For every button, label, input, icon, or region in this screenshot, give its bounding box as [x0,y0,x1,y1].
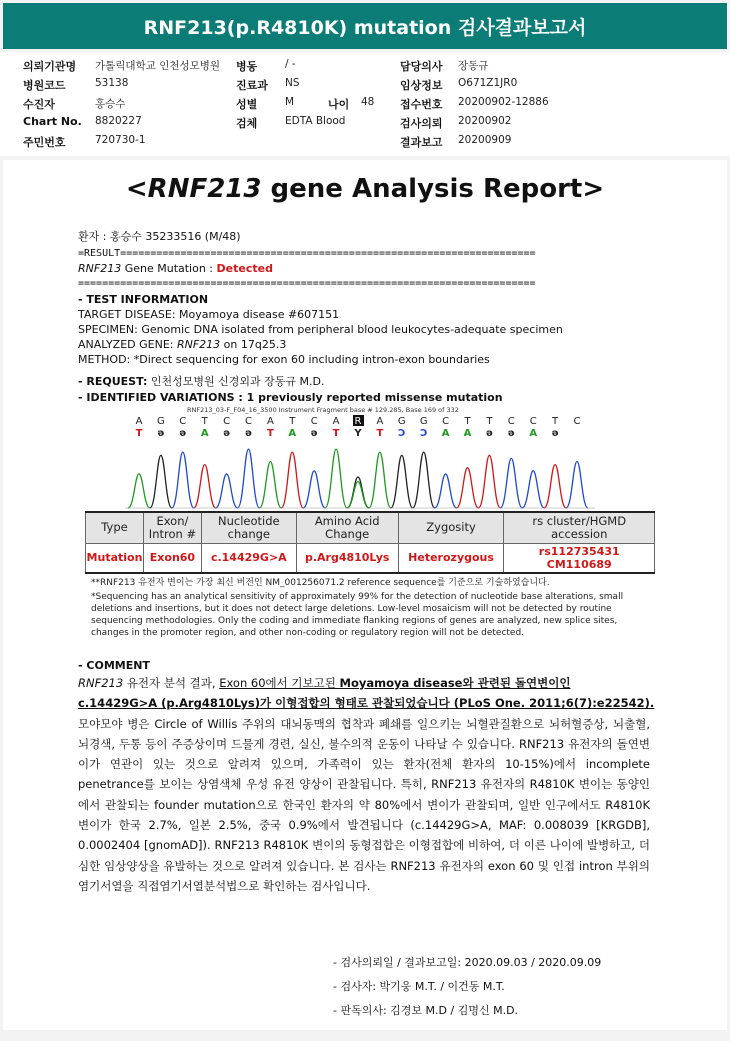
base-call: T [464,416,471,427]
age-label: 나이 [328,98,350,111]
report-date-label: 결과보고 [400,136,443,149]
base-call: A [332,416,340,427]
request-date-label: 검사의뢰 [400,117,443,130]
method-line: METHOD: *Direct sequencing for exon 60 including intron-exon boundaries [78,353,490,366]
chromatogram-peak [325,449,347,508]
chromatogram-peak [347,482,369,508]
report-page [3,160,727,1030]
chromatogram-peak [544,465,566,508]
base-call: T [289,416,296,427]
chromatogram-peak [566,462,588,509]
base-translation: ə [179,428,187,439]
specimen-line: SPECIMEN: Genomic DNA isolated from peripheral blood leukocytes-adequate specimen [78,323,563,336]
base-translation: ə [157,428,165,439]
comment-heading: - COMMENT [78,659,150,672]
patient-line: 환자 : 홍승수 35233516 (M/48) [78,230,241,243]
chromatogram-peak [128,474,150,508]
base-translation: A [529,428,538,439]
examiners-signature: - 검사자: 박기웅 M.T. / 이건동 M.T. [333,980,505,993]
base-call: T [486,416,493,427]
base-translation: Ͻ [398,428,406,439]
base-translation: A [441,428,450,439]
base-call: C [529,416,537,427]
amino-acid-header: Amino Acid Change [296,512,398,543]
test-info-heading: - TEST INFORMATION [78,293,209,306]
dates-signature: - 검사의뢰일 / 결과보고일: 2020.09.03 / 2020.09.09 [333,956,602,969]
base-call: C [573,416,581,427]
amino-acid-cell: p.Arg4810Lys [296,543,398,573]
patient-label: 수진자 [23,98,55,111]
nucleotide-cell: c.14429G>A [201,543,296,573]
base-call: C [507,416,515,427]
target-disease: TARGET DISEASE: Moyamoya disease #607151 [78,308,340,321]
mutation-status-line: RNF213 Gene Mutation : Detected [78,262,273,275]
sex-label: 성별 [236,98,258,111]
base-call: A [135,416,143,427]
analyzed-gene: ANALYZED GENE: RNF213 on 17q25.3 [78,338,287,351]
base-translation: ə [551,428,559,439]
base-call: G [397,416,406,427]
chromatogram-peak [281,452,303,508]
base-call: A [376,416,384,427]
chromatogram-peak [369,452,391,508]
receipt-label: 접수번호 [400,98,443,111]
hospital-code-label: 병원코드 [23,79,66,92]
age-value: 48 [361,96,375,108]
comment-paragraph [78,673,655,896]
type-header: Type [86,512,144,543]
comment-line-2: c.14429G>A (p.Arg4810Lys)가 이형접합의 형태로 관찰되었습니다 (PLoS One. 2011;6(7):e22542). [78,696,655,711]
accession-cell: rs112735431 CM110689 [504,543,655,573]
mutation-status-value: Detected [216,262,273,275]
report-title-gene: RNF213 [147,174,262,204]
base-translation: A [200,428,209,439]
report-title: <RNF213 gene Analysis Report> [125,174,605,204]
report-date-value: 20200909 [458,134,512,146]
variant-table-header [86,512,655,543]
chromatogram-peak [194,465,216,508]
sensitivity-note: *Sequencing has an analytical sensitivity of approximately 99% for the detection of nucleotide base alterations, small deletions and insertions, but it does not detect large deletions. Low-level mosaicism will not be detected by routine sequencing methodologies. Only the coding and immediate flanking regions of genes are analyzed, new splice sites, changes in the promoter region, and other non-coding or regulatory region will not be detected. [91,592,624,638]
chart-no-value: 8820227 [95,115,142,127]
result-divider: =RESULT===================================================================== [78,248,536,259]
report-header-title: RNF213(p.R4810K) mutation 검사결과보고서 [3,3,727,49]
pathologists-signature: - 판독의사: 김경보 M.D / 김명신 M.D. [333,1004,519,1017]
variant-table-row [86,543,655,573]
zygosity-cell: Heterozygous [398,543,504,573]
doctor-label: 담당의사 [400,60,443,73]
base-translation: ə [310,428,318,439]
chromatogram-peak [413,452,435,508]
chromatogram-peak [238,449,260,508]
base-translation: Ͻ [420,428,428,439]
institution-label: 의뢰기관명 [23,60,77,73]
base-call: A [266,416,274,427]
base-translation: T [266,428,274,439]
base-translation: T [135,428,143,439]
chromatogram-caption: RNF213_03-F_F04_16_3500 Instrument Fragment base # 129.285, Base 169 of 332 [187,406,459,414]
base-translation: ə [507,428,515,439]
variations-heading: - IDENTIFIED VARIATIONS : 1 previously reported missense mutation [78,391,503,404]
chart-no-label: Chart No. [23,115,82,128]
base-call: C [245,416,252,427]
reference-note: **RNF213 유전자 변이는 가장 최신 버전인 NM_001256071.2 reference sequence를 기준으로 기술하였습니다. [91,578,550,588]
base-call: G [419,416,428,427]
base-call: T [201,416,208,427]
request-date-value: 20200902 [458,115,512,127]
base-translation: T [332,428,340,439]
base-translation: Y [354,428,362,439]
chromatogram-peak [457,468,479,508]
accession-header: rs cluster/HGMD accession [504,512,655,543]
exon-header: Exon/ Intron # [143,512,201,543]
base-call: C [310,416,318,427]
base-translation: ə [486,428,493,439]
chromatogram-peak [500,458,522,508]
base-translation: ə [245,428,252,439]
chromatogram-peak [435,474,457,508]
chromatogram-peak [259,462,281,509]
sequencing-chromatogram [125,404,595,512]
receipt-value: 20200902-12886 [458,96,549,108]
type-cell: Mutation [86,543,144,573]
request-line: - REQUEST: 인천성모병원 신경외과 장동규 M.D. [78,375,325,388]
variant-table [85,511,655,574]
clinical-label: 임상정보 [400,79,443,92]
patient-value: 홍승수 [95,98,126,110]
base-translation: ə [223,428,230,439]
base-translation: T [376,428,384,439]
base-call: C [223,416,231,427]
chromatogram-peak [478,455,500,508]
base-call: C [179,416,187,427]
base-call: G [157,416,165,427]
sex-value: M [285,96,295,108]
chromatogram-peak [172,452,194,508]
base-translation: A [288,428,297,439]
patient-info-block [0,52,730,156]
id-number-label: 주민번호 [23,136,66,149]
hospital-code-value: 53138 [95,77,129,89]
base-call: R [354,416,362,427]
doctor-value: 장동규 [458,60,489,72]
exon-cell: Exon60 [143,543,201,573]
institution-value: 가톨릭대학교 인천성모병원 [95,60,221,72]
base-call: T [552,416,559,427]
chromatogram-peak [150,455,172,508]
specimen-value: EDTA Blood [285,115,346,127]
chromatogram-peak [303,471,325,508]
chromatogram-peak [216,474,238,508]
ward-label: 병동 [236,60,258,73]
comment-line-1: RNF213 유전자 분석 결과, Exon 60에서 기보고된 Moyamoya disease와 관련된 돌연변이인 [78,676,571,690]
chromatogram-peak [391,455,413,508]
id-number-value: 720730-1 [95,134,146,146]
comment-body: 모야모야 병은 Circle of Willis 주위의 대뇌동맥의 협착과 폐쇄를 일으키는 뇌혈관질환으로 뇌허혈증상, 뇌출혈, 뇌경색, 두통 등이 주증상이며 드물게 경련, 실신, 불수의적 운동이 나타날 수 있습니다. RNF213 유전자의 돌연변이가 연관이 있는 것으로 알려져 있으며, 가족력이 있는 환자(전체 환자의 10-15%)에서 incomplete penetrance를 보이는 상염색체 우성 유전 양상이 관찰됩니다. 특히, RNF213 유전자의 R4810K 변이는 동양인에서 관찰되는 founder mutation으로 한국인 환자의 약 80%에서 변이가 관찰되며, 일반 인구에서도 R4810K 변이가 한국 2.7%, 일본 2.5%, 중국 0.9%에서 발견됩니다 (c.14429G>A, MAF: 0.008039 [KRGDB], 0.0002404 [gnomAD]). RNF213 R4810K 변이의 동형접합은 이형접합에 비하여, 더 이른 나이에 발병하고, 더 심한 임상양상을 유발하는 것으로 알려져 있습니다. 본 검사는 RNF213 유전자의 exon 60 및 인접 intron 부위의 염기서열을 직접염기서열분석법으로 확인하는 검사입니다. [78,716,650,893]
chromatogram-peak [522,471,544,508]
dept-label: 진료과 [236,79,268,92]
section-divider: ============================================================================ [78,278,536,289]
base-translation: A [463,428,472,439]
dept-value: NS [285,77,300,89]
clinical-value: O671Z1JR0 [458,77,518,89]
specimen-label: 검체 [236,117,258,130]
nucleotide-header: Nucleotide change [201,512,296,543]
zygosity-header: Zygosity [398,512,504,543]
ward-value: / - [285,58,296,70]
base-call: C [442,416,450,427]
